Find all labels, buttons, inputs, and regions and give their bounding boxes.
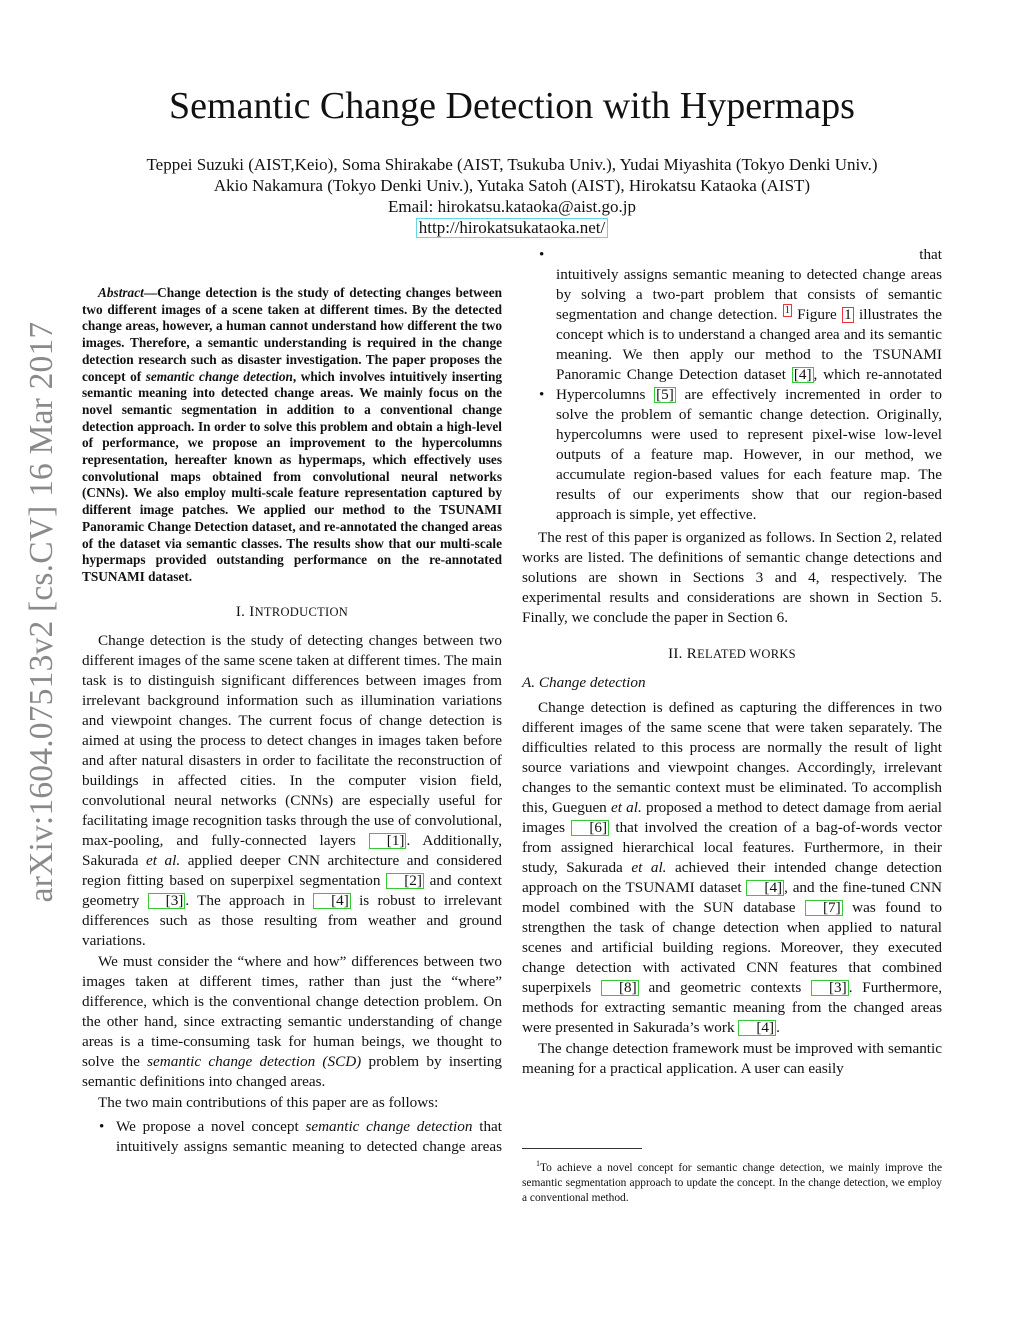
author-email: Email: hirokatsu.kataoka@aist.go.jp [388, 197, 636, 216]
related-paragraph-2: The change detection framework must be improved with semantic meaning for a practical application. A user can easily [522, 1040, 942, 1077]
homepage-link[interactable]: http://hirokatsukataoka.net/ [416, 218, 609, 238]
intro-paragraph-3: The two main contributions of this paper are as follows: [98, 1093, 439, 1111]
citation-link[interactable]: [2] [386, 873, 424, 889]
citation-link[interactable]: [1] [369, 833, 407, 849]
contribution-list-continued [522, 245, 942, 525]
list-item-continued: • that intuitively assigns semantic meaning to detected change areas by solving a two-part problem that consists of semantic segmentation and change detection. $^1$ Figure 1 illustrates the concept which is to understand a changed area and its semantic meaning. We then apply our method to the TSUNAMI Panoramic Change Detection dataset [4] , which re-annotated [522, 245, 942, 385]
abstract-label: Abstract [98, 285, 144, 300]
related-paragraph-1: Change detection is defined as capturing the differences in two different images of the same scene that were taken separately. The difficulties related to this process are normally the result of light source variations and viewpoint changes. Accordingly, irrelevant changes to the semantic context must be eliminated. To accomplish this, Gueguen et al. proposed a method to detect damage from aerial images [6] that involved the creation of a bag-of-words vector from assigned hierarchical local features. Furthermore, in their study, Sakurada et al. achieved their intended change detection approach on the TSUNAMI dataset [4] , and the fine-tuned CNN model combined with the SUN database [7] was found to strengthen the task of change detection when applied to natural scenes and artificial building regions. Moreover, they executed change detection with activated CNN features that combined superpixels [8] and geometric contexts [3] . Furthermore, methods for extracting semantic meaning from the changed areas were presented in Sakurada’s work [4] . [522, 699, 942, 1036]
intro-paragraph-4: The rest of this paper is organized as follows. In Section 2, related works are listed. The definitions of semantic change detections and solutions are shown in Sections 3 and 4, respectively. The experimental results and considerations are shown in Section 5. Finally, we conclude the paper in Section 6. [522, 529, 942, 626]
citation-link[interactable]: [6] [571, 820, 609, 836]
arxiv-id-text: arXiv:1604.07513v2 [cs.CV] 16 Mar 2017 [23, 321, 60, 903]
abstract: Abstract—Change detection is the study of detecting changes between two different images of a scene taken at different times. By the detected change areas, however, a human cannot understand how different the two images. Therefore, a semantic understanding is required in the change detection research such as disaster investigation. The paper proposes the concept of semantic change detection, which involves intuitively inserting semantic meaning into detected change areas. We mainly focus on the novel semantic segmentation in addition to a conventional change detection approach. In order to solve this problem and obtain a high-level of performance, we propose an improvement to the hypercolumns representation, hereafter known as hypermaps, which effectively uses convolutional maps obtained from convolutional neural networks (CNNs). We also employ multi-scale feature representation captured by different image patches. We applied our method to the TSUNAMI Panoramic Change Detection dataset, and re-annotated the changed areas of the dataset via semantic classes. The results show that our multi-scale hypermaps provided outstanding performance on the re-annotated TSUNAMI dataset. [82, 285, 502, 584]
abstract-emphasis: semantic change detection [145, 368, 293, 384]
footnote-ref[interactable]: 1 [784, 304, 790, 316]
citation-link[interactable]: [4] [313, 893, 351, 909]
contribution-list [82, 1117, 502, 1157]
author-line-2: Akio Nakamura (Tokyo Denki Univ.), Yutaka Satoh (AIST), Hirokatsu Kataoka (AIST) [213, 176, 811, 195]
section-heading-introduction: I. INTRODUCTION [235, 603, 349, 620]
author-line-1: Teppei Suzuki (AIST,Keio), Soma Shirakabe (AIST, Tsukuba Univ.), Yudai Miyashita (Tokyo Denki Univ.) [146, 155, 878, 174]
citation-link[interactable]: [4] [738, 1020, 776, 1036]
citation-link[interactable]: [4] [746, 880, 784, 896]
footnote-divider [522, 1148, 642, 1149]
citation-link[interactable]: [7] [805, 900, 843, 916]
figure-ref[interactable]: 1 [844, 306, 852, 323]
left-column [82, 285, 502, 1157]
citation-link[interactable]: [3] [811, 980, 849, 996]
subsection-heading-change-detection: A. Change detection [522, 674, 646, 691]
footnote: $^1$To achieve a novel concept for semantic change detection, we mainly improve the semantic segmentation approach to update the concept. In the change detection, we employ a conventional method. [522, 1159, 942, 1204]
list-item: • We propose a novel concept semantic change detection that intuitively assigns semantic meaning to detected change areas [82, 1117, 502, 1157]
intro-paragraph-2: We must consider the “where and how” differences between two images taken at different times, rather than just the “where” difference, which is the conventional change detection problem. On the other hand, since extracting semantic understanding of change areas is a time-consuming task for human beings, we thought to solve the semantic change detection (SCD) problem by inserting semantic definitions into changed areas. [82, 952, 502, 1090]
citation-link[interactable]: [5] [656, 386, 674, 403]
paper-title: Semantic Change Detection with Hypermaps [169, 85, 855, 127]
author-block [0, 154, 1024, 238]
arxiv-side-stamp [22, 315, 62, 910]
right-column [522, 246, 942, 1079]
citation-link[interactable]: [4] [793, 366, 812, 383]
list-item: • Hypercolumns [5] are effectively incremented in order to solve the problem of semantic change detection. Originally, hypercolumns were used to represent pixel-wise low-level outputs of a feature map. However, in our method, we accumulate region-based values for each feature map. The results of our experiments show that our region-based approach is simple, yet effective. [522, 385, 942, 525]
citation-link[interactable]: [3] [148, 893, 186, 909]
section-heading-related-works: II. RELATED WORKS [668, 646, 796, 662]
citation-link[interactable]: [8] [601, 980, 639, 996]
intro-paragraph-1: Change detection is the study of detecting changes between two different images of the same scene taken at different times. The main task is to distinguish significant differences between images from irrelevant background information such as illumination variations and viewpoint changes. The current focus of change detection is aimed at using the process to detect changes in images taken before and after natural disasters in order to facilitate the reconstruction of buildings in affected cities. In the computer vision field, convolutional neural networks (CNNs) are especially useful for facilitating image recognition tasks through the use of convolutional, max-pooling, and fully-connected layers [1] . Additionally, Sakurada et al. applied deeper CNN architecture and considered region fitting based on superpixel segmentation [2] and context geometry [3] . The approach in [4] is robust to irrelevant differences such as those resulting from weather and ground variations. [82, 631, 502, 949]
